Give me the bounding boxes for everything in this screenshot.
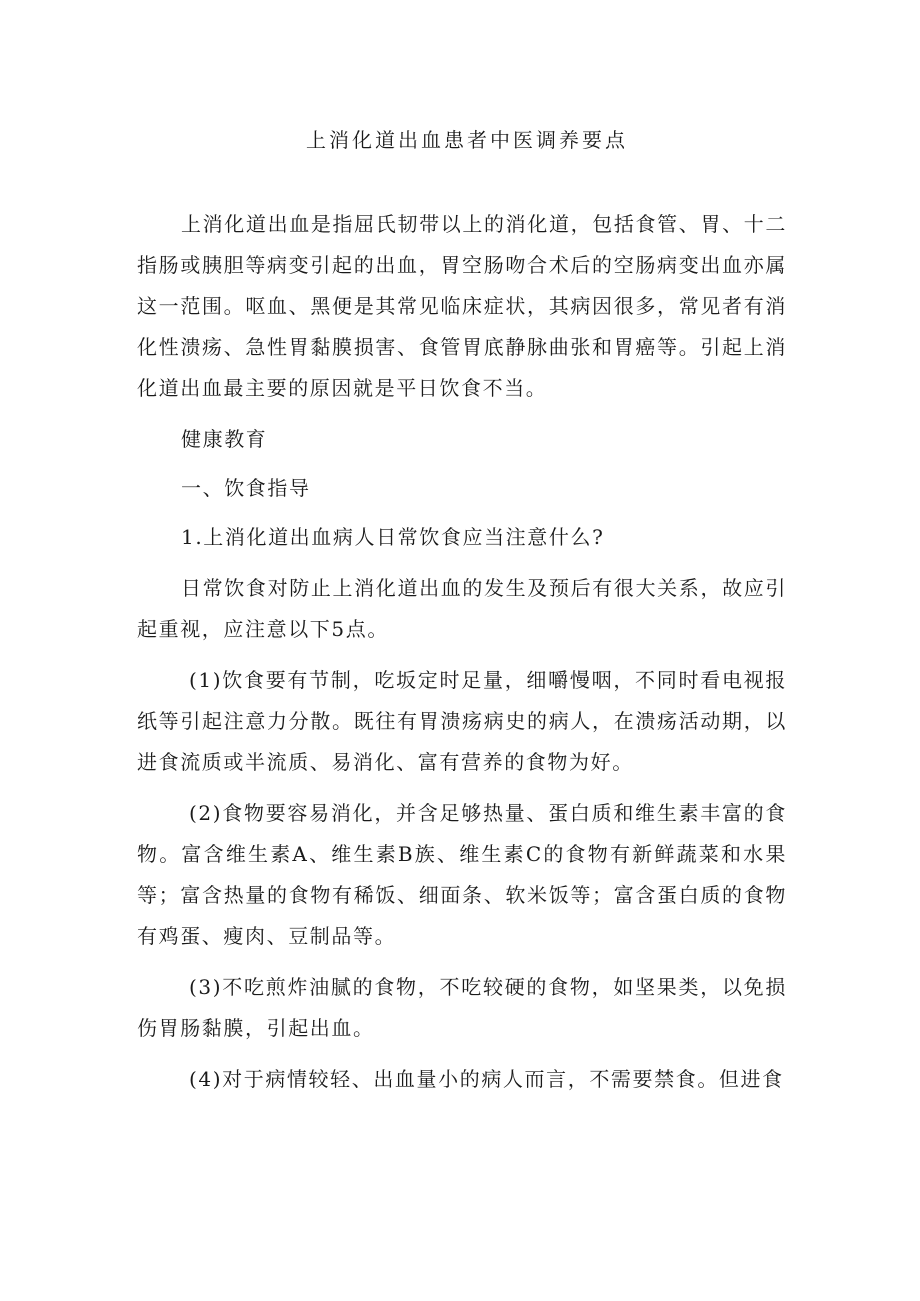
- question-heading: 1.上消化道出血病人日常饮食应当注意什么?: [181, 525, 605, 549]
- section-heading-diet-guidance: 一、饮食指导: [181, 476, 311, 500]
- list-item-1: (1)饮食要有节制，吃坂定时足量，细嚼慢咽，不同时看电视报纸等引起注意力分散。既往有胃溃疡病史的病人，在溃疡活动期，以进食流质或半流质、易消化、富有营养的食物为好。: [137, 668, 787, 774]
- section-heading-health-education: 健康教育: [181, 427, 268, 451]
- list-item-2: (2)食物要容易消化，并含足够热量、蛋白质和维生素丰富的食物。富含维生素A、维生素B族、维生素C的食物有新鲜蔬菜和水果等；富含热量的食物有稀饭、细面条、软米饭等；富含蛋白质的食物有鸡蛋、瘦肉、豆制品等。: [137, 801, 787, 948]
- list-item-4: (4)对于病情较轻、出血量小的病人而言，不需要禁食。但进食: [189, 1067, 784, 1091]
- paragraph-intro: 上消化道出血是指屈氏韧带以上的消化道，包括食管、胃、十二指肠或胰胆等病变引起的出血，胃空肠吻合术后的空肠病变出血亦属这一范围。呕血、黑便是其常见临床症状，其病因很多，常见者有消化性溃疡、急性胃黏膜损害、食管胃底静脉曲张和胃癌等。引起上消化道出血最主要的原因就是平日饮食不当。: [137, 212, 787, 400]
- list-item-3: (3)不吃煎炸油腻的食物，不吃较硬的食物，如坚果类，以免损伤胃肠黏膜，引起出血。: [137, 975, 787, 1040]
- paragraph-diet-overview: 日常饮食对防止上消化道出血的发生及预后有很大关系，故应引起重视，应注意以下5点。: [137, 576, 787, 641]
- document-title: 上消化道出血患者中医调养要点: [306, 128, 628, 152]
- document-body: [137, 204, 787, 1100]
